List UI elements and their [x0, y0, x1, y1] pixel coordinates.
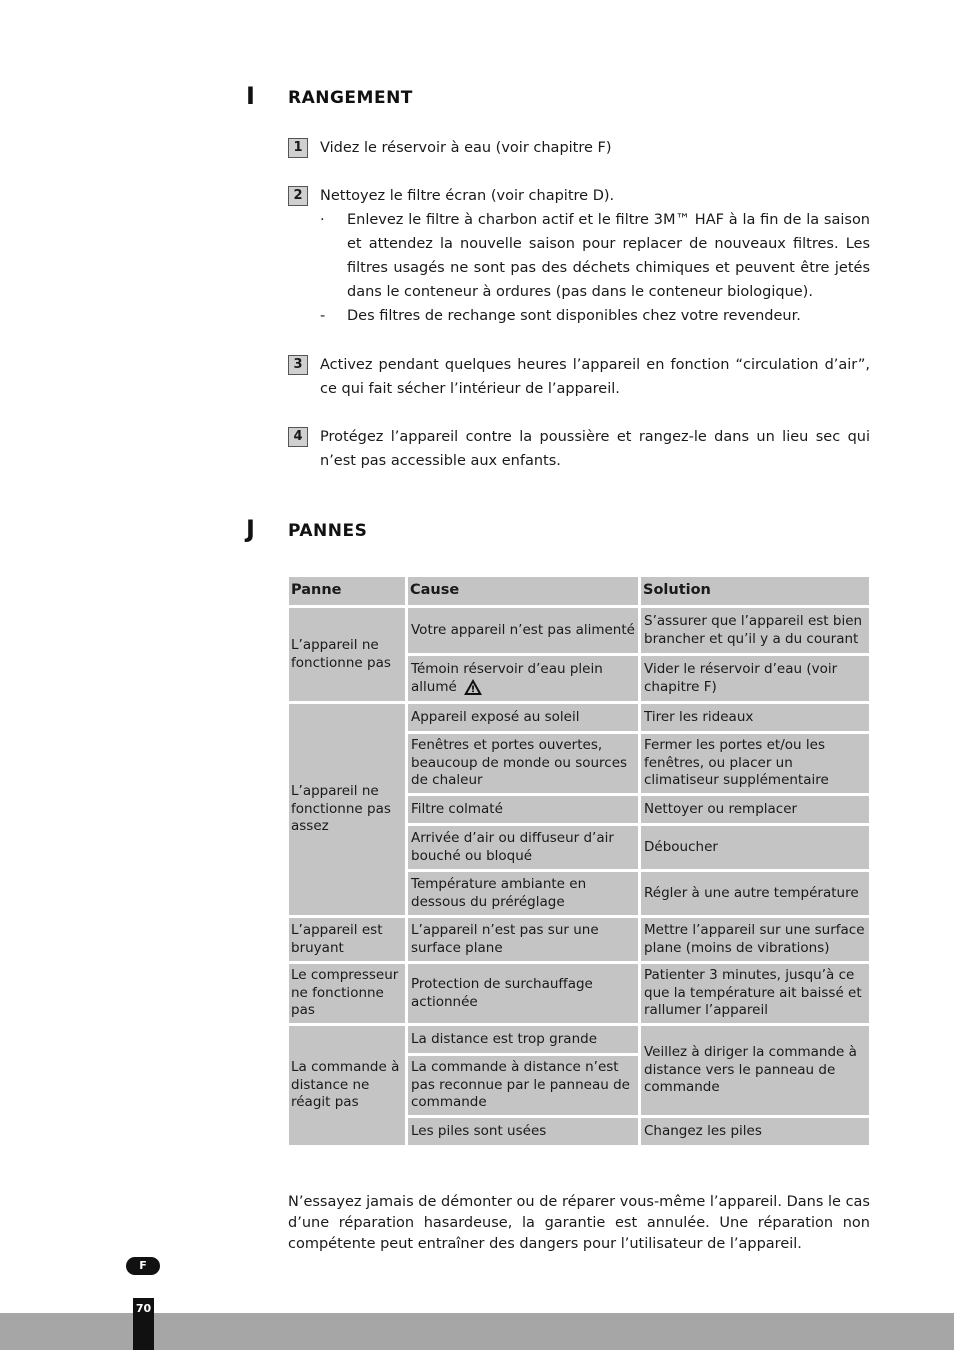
- table-row: [289, 918, 869, 961]
- cause-cell: La commande à distance n’est pas reconnue par le panneau de commande: [408, 1056, 638, 1115]
- step-3: [288, 353, 870, 401]
- cause-cell: Fenêtres et portes ouvertes, beaucoup de monde ou sources de chaleur: [408, 734, 638, 793]
- header-solution: Solution: [641, 577, 869, 605]
- step-text: Protégez l’appareil contre la poussière et rangez-le dans un lieu sec qui n’est pas accessible aux enfants.: [320, 429, 870, 469]
- solution-cell: Vider le réservoir d’eau (voir chapitre F): [641, 656, 869, 701]
- step-2: [288, 184, 870, 328]
- cause-cell: Appareil exposé au soleil: [408, 704, 638, 731]
- list-item: [320, 304, 870, 328]
- step-sublist: [320, 208, 870, 328]
- table-row: [289, 964, 869, 1023]
- list-item-text: Enlevez le filtre à charbon actif et le filtre 3M™ HAF à la fin de la saison et attendez la nouvelle saison pour replacer de nouveaux filtres. Les filtres usagés ne sont pas des déchets chimiques et peuvent être jetés dans le conteneur à ordures (pas dans le conteneur biologique).: [347, 212, 870, 300]
- header-panne: Panne: [289, 577, 405, 605]
- page-number: 70: [133, 1298, 154, 1350]
- cause-cell: Votre appareil n’est pas alimenté: [408, 608, 638, 653]
- solution-cell: Patienter 3 minutes, jusqu’à ce que la température ait baissé et rallumer l’appareil: [641, 964, 869, 1023]
- table-header-row: [289, 577, 869, 605]
- solution-cell: Déboucher: [641, 826, 869, 869]
- step-number: 1: [288, 138, 308, 158]
- solution-cell: Tirer les rideaux: [641, 704, 869, 731]
- language-badge: F: [126, 1257, 160, 1275]
- table-row: [289, 1026, 869, 1053]
- step-1: [288, 136, 870, 160]
- section-letter-j: J: [246, 515, 255, 543]
- solution-cell: Fermer les portes et/ou les fenêtres, ou placer un climatiseur supplémentaire: [641, 734, 869, 793]
- cause-cell: Les piles sont usées: [408, 1118, 638, 1145]
- warning-triangle-icon: [463, 678, 483, 696]
- list-item-text: Des filtres de rechange sont disponibles chez votre revendeur.: [347, 308, 801, 324]
- solution-cell: Régler à une autre température: [641, 872, 869, 915]
- cause-cell: La distance est trop grande: [408, 1026, 638, 1053]
- header-cause: Cause: [408, 577, 638, 605]
- section-title-rangement: RANGEMENT: [288, 88, 413, 108]
- panne-cell: L’appareil ne fonctionne pas assez: [289, 704, 405, 915]
- panne-cell: La commande à distance ne réagit pas: [289, 1026, 405, 1145]
- step-text: Activez pendant quelques heures l’appareil en fonction “circulation d’air”, ce qui fait sécher l’intérieur de l’appareil.: [320, 357, 870, 397]
- step-number: 2: [288, 186, 308, 206]
- table-row: [289, 608, 869, 653]
- step-4: [288, 425, 870, 473]
- step-text: Nettoyez le filtre écran (voir chapitre D).: [320, 188, 615, 204]
- cause-cell: [408, 656, 638, 701]
- troubleshooting-table: [286, 574, 872, 1148]
- panne-cell: L’appareil est bruyant: [289, 918, 405, 961]
- section-title-pannes: PANNES: [288, 521, 368, 541]
- solution-cell: Changez les piles: [641, 1118, 869, 1145]
- step-number: 4: [288, 427, 308, 447]
- cause-cell: Température ambiante en dessous du préréglage: [408, 872, 638, 915]
- step-number: 3: [288, 355, 308, 375]
- bullet-mark: -: [320, 308, 326, 324]
- solution-cell: Mettre l’appareil sur une surface plane (moins de vibrations): [641, 918, 869, 961]
- cause-cell: L’appareil n’est pas sur une surface plane: [408, 918, 638, 961]
- solution-cell: Veillez à diriger la commande à distance vers le panneau de commande: [641, 1026, 869, 1115]
- panne-cell: Le compresseur ne fonctionne pas: [289, 964, 405, 1023]
- list-item: [320, 208, 870, 304]
- step-text: Videz le réservoir à eau (voir chapitre F): [320, 140, 612, 156]
- solution-cell: S’assurer que l’appareil est bien brancher et qu’il y a du courant: [641, 608, 869, 653]
- panne-cell: L’appareil ne fonctionne pas: [289, 608, 405, 701]
- cause-cell: Arrivée d’air ou diffuseur d’air bouché ou bloqué: [408, 826, 638, 869]
- cause-cell: Filtre colmaté: [408, 796, 638, 823]
- safety-warning-text: N’essayez jamais de démonter ou de réparer vous-même l’appareil. Dans le cas d’une réparation hasardeuse, la garantie est annulée. Une réparation non compétente peut entraîner des dangers pour l’utilisateur de l’appareil.: [288, 1194, 870, 1252]
- table-row: [289, 704, 869, 731]
- bullet-mark: ·: [320, 212, 325, 228]
- cause-cell: Protection de surchauffage actionnée: [408, 964, 638, 1023]
- cause-text: Témoin réservoir d’eau plein allumé: [411, 660, 603, 695]
- solution-cell: Nettoyer ou remplacer: [641, 796, 869, 823]
- section-letter-i: I: [246, 82, 255, 110]
